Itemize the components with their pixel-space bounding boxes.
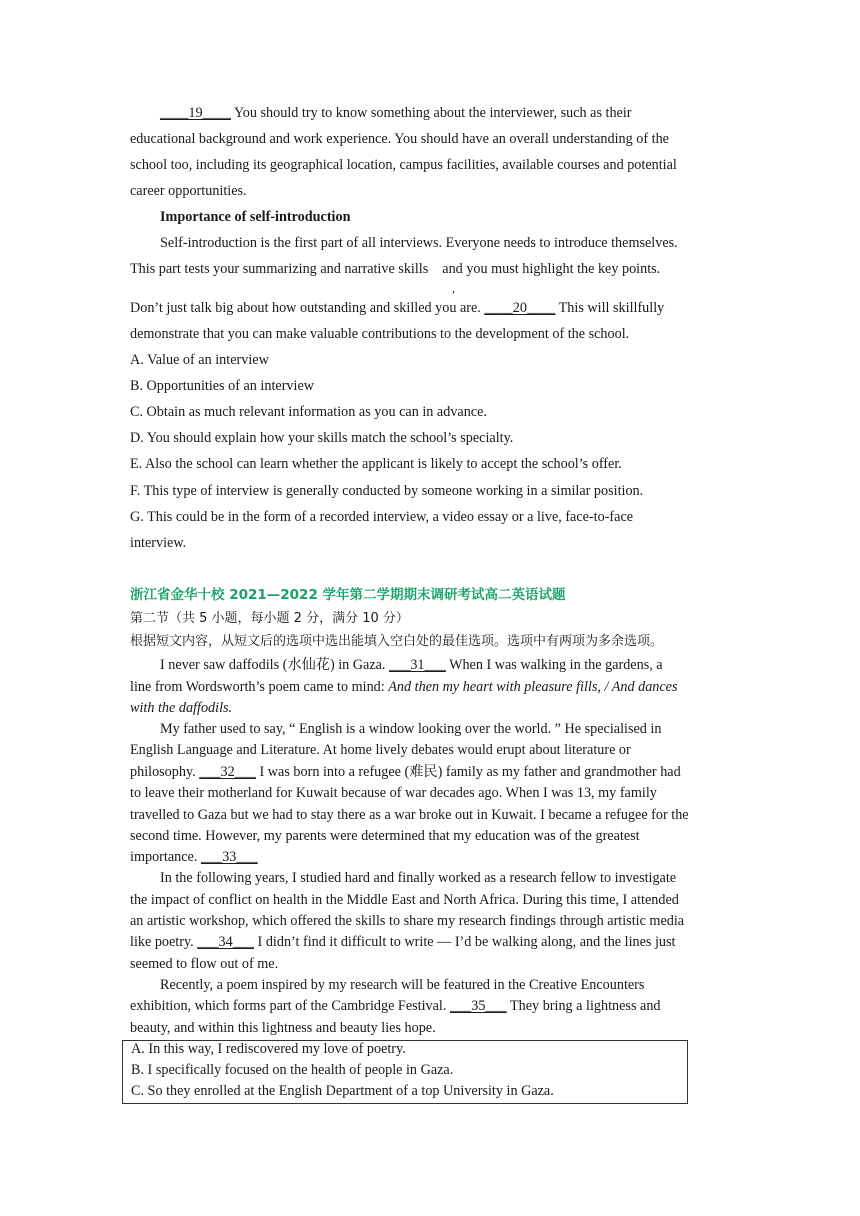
blank-20: ____20____ [484, 300, 556, 316]
text: line from Wordsworth’s poem came to mind: [130, 679, 389, 695]
option-g-continued: interview. [130, 535, 187, 551]
source-title: 浙江省金华十校 2021—2022 学年第二学期期末调研考试高二英语试题 [130, 587, 566, 603]
text: When I was walking in the gardens, a [445, 657, 663, 673]
option-g: G. This could be in the form of a recorded interview, a video essay or a live, face-to-face [130, 509, 634, 525]
text: They bring a lightness and [506, 998, 661, 1014]
option-e: E. Also the school can learn whether the applicant is likely to accept the school’s offer. [130, 456, 622, 472]
text: I never saw daffodils (水仙花) in Gaza. [160, 657, 390, 673]
text: like poetry. [130, 934, 198, 950]
self-intro-line2 [130, 256, 730, 282]
blank-32: ___32___ [199, 764, 256, 780]
option-a: A. Value of an interview [130, 352, 269, 368]
p3-line4 [130, 932, 730, 954]
p2-line3 [130, 762, 730, 784]
paragraph-19-line4: career opportunities. [130, 183, 247, 199]
p3-line3: an artistic workshop, which offered the skills to share my research findings through artistic media [130, 913, 685, 929]
text: I was born into a refugee (难民) family as my father and grandmother had [255, 764, 681, 780]
p3-line2: the impact of conflict on health in the Middle East and North Africa. During this time, I attended [130, 892, 679, 908]
blank-33: ___33___ [200, 849, 258, 865]
p3-line1: In the following years, I studied hard and finally worked as a research fellow to investigate [160, 870, 677, 886]
paragraph-19-line3: school too, including its geographical location, campus facilities, available courses and potential [130, 157, 677, 173]
option-f: F. This type of interview is generally conducted by someone working in a similar position. [130, 483, 644, 499]
text: This part tests your summarizing and narrative skills [130, 261, 429, 277]
poem-quote: And then my heart with pleasure fills, / And dances [388, 679, 678, 695]
paragraph-19-line1 [130, 100, 760, 126]
section-heading: Importance of self-introduction [160, 209, 351, 225]
section-label: 第二节（共 5 小题，每小题 2 分，满分 10 分） [130, 611, 409, 626]
p4-line2 [130, 996, 730, 1018]
text: and you must highlight the key points. [442, 261, 661, 277]
p2-line2: English Language and Literature. At home lively debates would erupt about literature or [130, 742, 631, 758]
blank-19: ____19____ [160, 105, 231, 121]
p2-line7 [130, 847, 730, 869]
text: exhibition, which forms part of the Cambridge Festival. [130, 998, 450, 1014]
options-box [122, 1040, 688, 1104]
p4-line1: Recently, a poem inspired by my research will be featured in the Creative Encounters [160, 977, 645, 993]
p1-line1 [130, 655, 760, 677]
p1-line2 [130, 677, 730, 699]
p2-line4: to leave their motherland for Kuwait because of war decades ago. When I was 13, my family [130, 785, 657, 801]
instructions: 根据短文内容，从短文后的选项中选出能填入空白处的最佳选项。选项中有两项为多余选项。 [130, 634, 664, 649]
p4-line3: beauty, and within this lightness and beauty lies hope. [130, 1020, 436, 1036]
p3-line5: seemed to flow out of me. [130, 956, 279, 972]
text: This will skillfully [555, 300, 665, 316]
text: You should try to know something about the interviewer, such as their [230, 105, 632, 121]
self-intro-line3 [130, 295, 730, 321]
blank-31: ___31___ [389, 657, 446, 673]
option-b: B. Opportunities of an interview [130, 378, 315, 394]
option-c: C. Obtain as much relevant information as you can in advance. [130, 404, 487, 420]
stray-comma: , [452, 281, 455, 295]
text: importance. [130, 849, 201, 865]
text: I didn’t find it difficult to write — I’d be walking along, and the lines just [254, 934, 676, 950]
p2-line6: second time. However, my parents were determined that my education was of the greatest [130, 828, 640, 844]
p2-line1: My father used to say, “ English is a window looking over the world. ” He specialised in [160, 721, 662, 737]
text: Don’t just talk big about how outstanding and skilled you are. [130, 300, 485, 316]
box-option-a: A. In this way, I rediscovered my love of poetry. [131, 1041, 406, 1057]
box-option-c: C. So they enrolled at the English Department of a top University in Gaza. [131, 1083, 554, 1099]
blank-34: ___34___ [197, 934, 254, 950]
text: philosophy. [130, 764, 200, 780]
blank-35: ___35___ [449, 998, 507, 1014]
paragraph-19-line2: educational background and work experience. You should have an overall understanding of the [130, 131, 669, 147]
p2-line5: travelled to Gaza but we had to stay there as a war broke out in Kuwait. I became a refugee for the [130, 807, 689, 823]
self-intro-line1: Self-introduction is the first part of all interviews. Everyone needs to introduce themselves. [160, 235, 678, 251]
p1-line3: with the daffodils. [130, 700, 233, 716]
box-option-b: B. I specifically focused on the health of people in Gaza. [131, 1062, 454, 1078]
self-intro-line4: demonstrate that you can make valuable contributions to the development of the school. [130, 326, 630, 342]
option-d: D. You should explain how your skills match the school’s specialty. [130, 430, 514, 446]
